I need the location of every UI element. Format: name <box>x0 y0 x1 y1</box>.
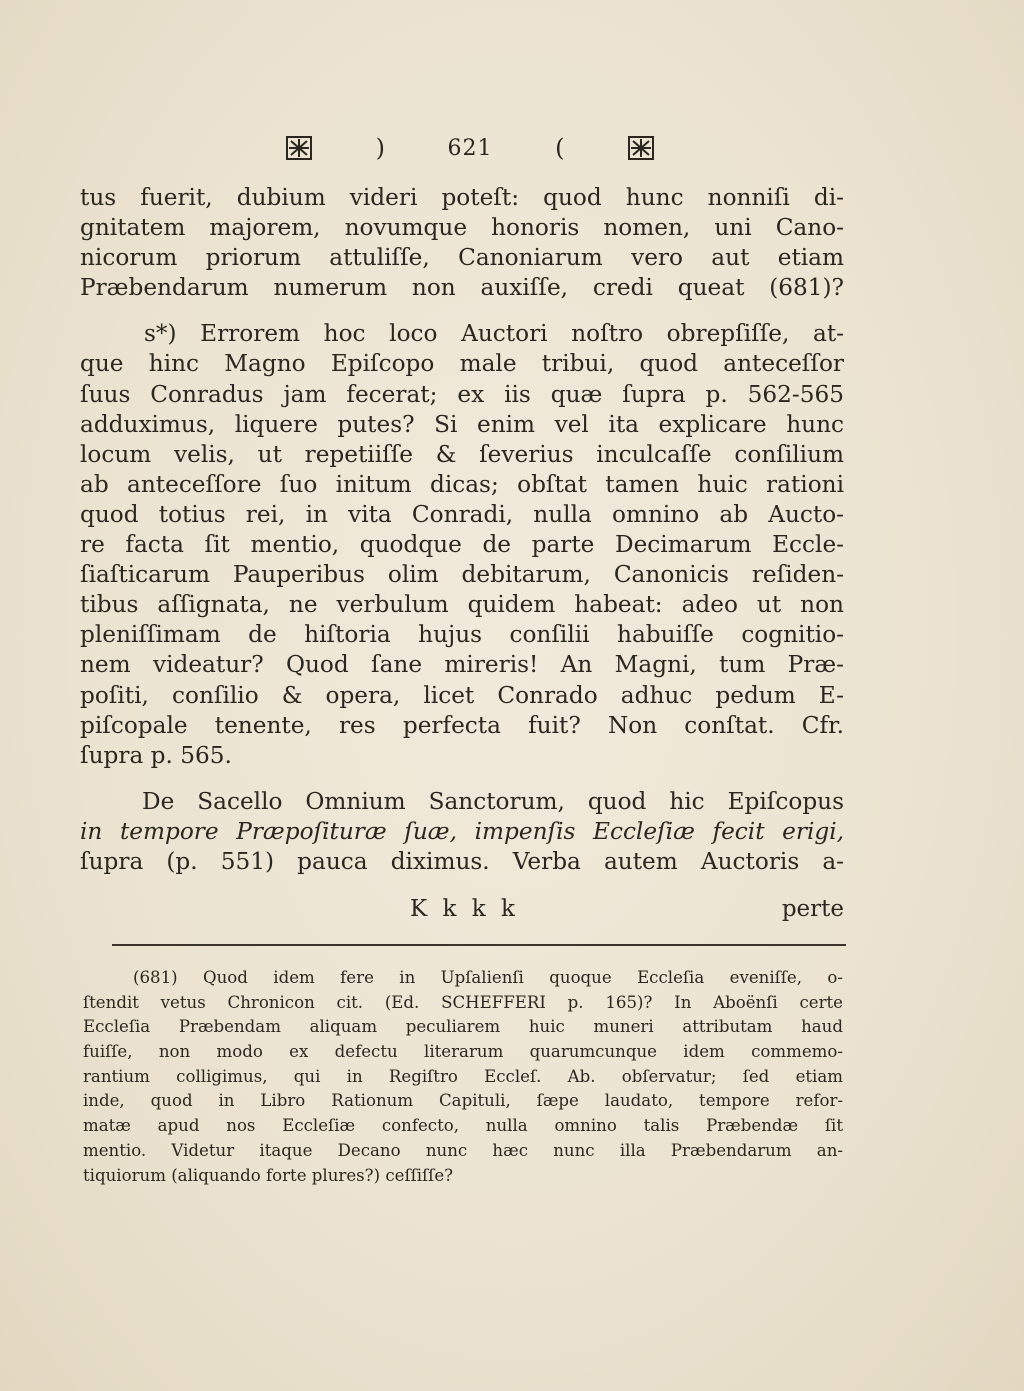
header-bracket-right: ( <box>555 134 565 162</box>
note-line: poſiti, conſilio & opera, licet Conrado adhuc pedum E- <box>80 681 844 709</box>
header-bracket-left: ) <box>375 134 385 162</box>
note-line: tibus aſſignata, ne verbulum quidem habeat: adeo ut non <box>80 591 844 619</box>
footnote-line: fuiſſe, non modo ex defectu literarum quarumcunque idem commemo- <box>83 1042 843 1062</box>
catchword: perte <box>781 896 844 922</box>
paragraph-line: ſupra (p. 551) pauca diximus. Verba autem Auctoris a- <box>80 847 844 875</box>
footnote-line: ſtendit vetus Chronicon cit. (Ed. SCHEFFERI p. 165)? In Aboënſi certe <box>83 992 843 1012</box>
text-line: tus fuerit, dubium videri poteſt: quod hunc nonniſi di- <box>80 184 844 211</box>
note-line: re facta ſit mentio, quodque de parte Decimarum Eccle- <box>80 531 844 559</box>
footnote-divider <box>112 944 846 946</box>
note-line: s*) Errorem hoc loco Auctori noſtro obrepſiſſe, at- <box>144 320 844 348</box>
note-line: quod totius rei, in vita Conradi, nulla omnino ab Aucto- <box>80 500 844 528</box>
footnote-line: Eccleſia Præbendam aliquam peculiarem huic muneri attributam haud <box>83 1017 843 1037</box>
note-line: ſupra p. 565. <box>80 741 232 769</box>
footnote-line: inde, quod in Libro Rationum Capituli, ſæpe laudato, tempore refor- <box>83 1091 843 1111</box>
footnote-line: (681) Quod idem fere in Upſalienſi quoque Eccleſia eveniſſe, o- <box>133 968 843 987</box>
signature-mark: K k k k <box>410 896 519 922</box>
note-line: ab anteceſſore ſuo initum dicas; obſtat tamen huic rationi <box>80 470 844 498</box>
note-line: adduximus, liquere putes? Si enim vel ita explicare hunc <box>80 410 844 438</box>
note-line: que hinc Magno Epiſcopo male tribui, quod anteceſſor <box>80 350 844 378</box>
catch-line <box>80 896 844 926</box>
note-line: nem videatur? Quod ſane mireris! An Magni, tum Præ- <box>80 651 844 679</box>
paragraph-line: De Sacello Omnium Sanctorum, quod hic Epiſcopus <box>142 787 844 815</box>
note-line: ſuus Conradus jam fecerat; ex iis quæ ſupra p. 562-565 <box>80 380 844 408</box>
footnote-line: mentio. Videtur itaque Decano nunc hæc nunc illa Præbendarum an- <box>83 1140 843 1160</box>
footnote-line: tiquiorum (aliquando forte plures?) ceſſiſſe? <box>83 1165 454 1185</box>
text-line: nicorum priorum attuliſſe, Canoniarum vero aut etiam <box>80 244 844 272</box>
paragraph-line: in tempore Præpoſituræ ſuæ, impenſis Eccleſiæ fecit erigi, <box>80 817 844 845</box>
note-line: pleniſſimam de hiſtoria hujus conſilii habuiſſe cognitio- <box>80 621 844 649</box>
footnote-line: matæ apud nos Eccleſiæ confecto, nulla omnino talis Præbendæ ſit <box>83 1116 843 1136</box>
fleuron-left-icon <box>285 135 313 161</box>
running-header <box>285 128 655 168</box>
text-line: gnitatem majorem, novumque honoris nomen, uni Cano- <box>80 214 844 242</box>
main-text <box>80 183 844 877</box>
fleuron-right-icon <box>627 135 655 161</box>
note-line: ſiaſticarum Pauperibus olim debitarum, Canonicis reſiden- <box>80 561 844 589</box>
text-line: Præbendarum numerum non auxiſſe, credi queat (681)? <box>80 274 844 302</box>
note-line: piſcopale tenente, res perfecta fuit? Non conſtat. Cfr. <box>80 711 844 739</box>
footnote <box>83 966 843 1188</box>
page-number: 621 <box>447 135 493 161</box>
note-line: locum velis, ut repetiiſſe & ſeverius inculcaſſe conſilium <box>80 440 844 468</box>
footnote-line: rantium colligimus, qui in Regiſtro Eccleſ. Ab. obſervatur; ſed etiam <box>83 1066 843 1086</box>
